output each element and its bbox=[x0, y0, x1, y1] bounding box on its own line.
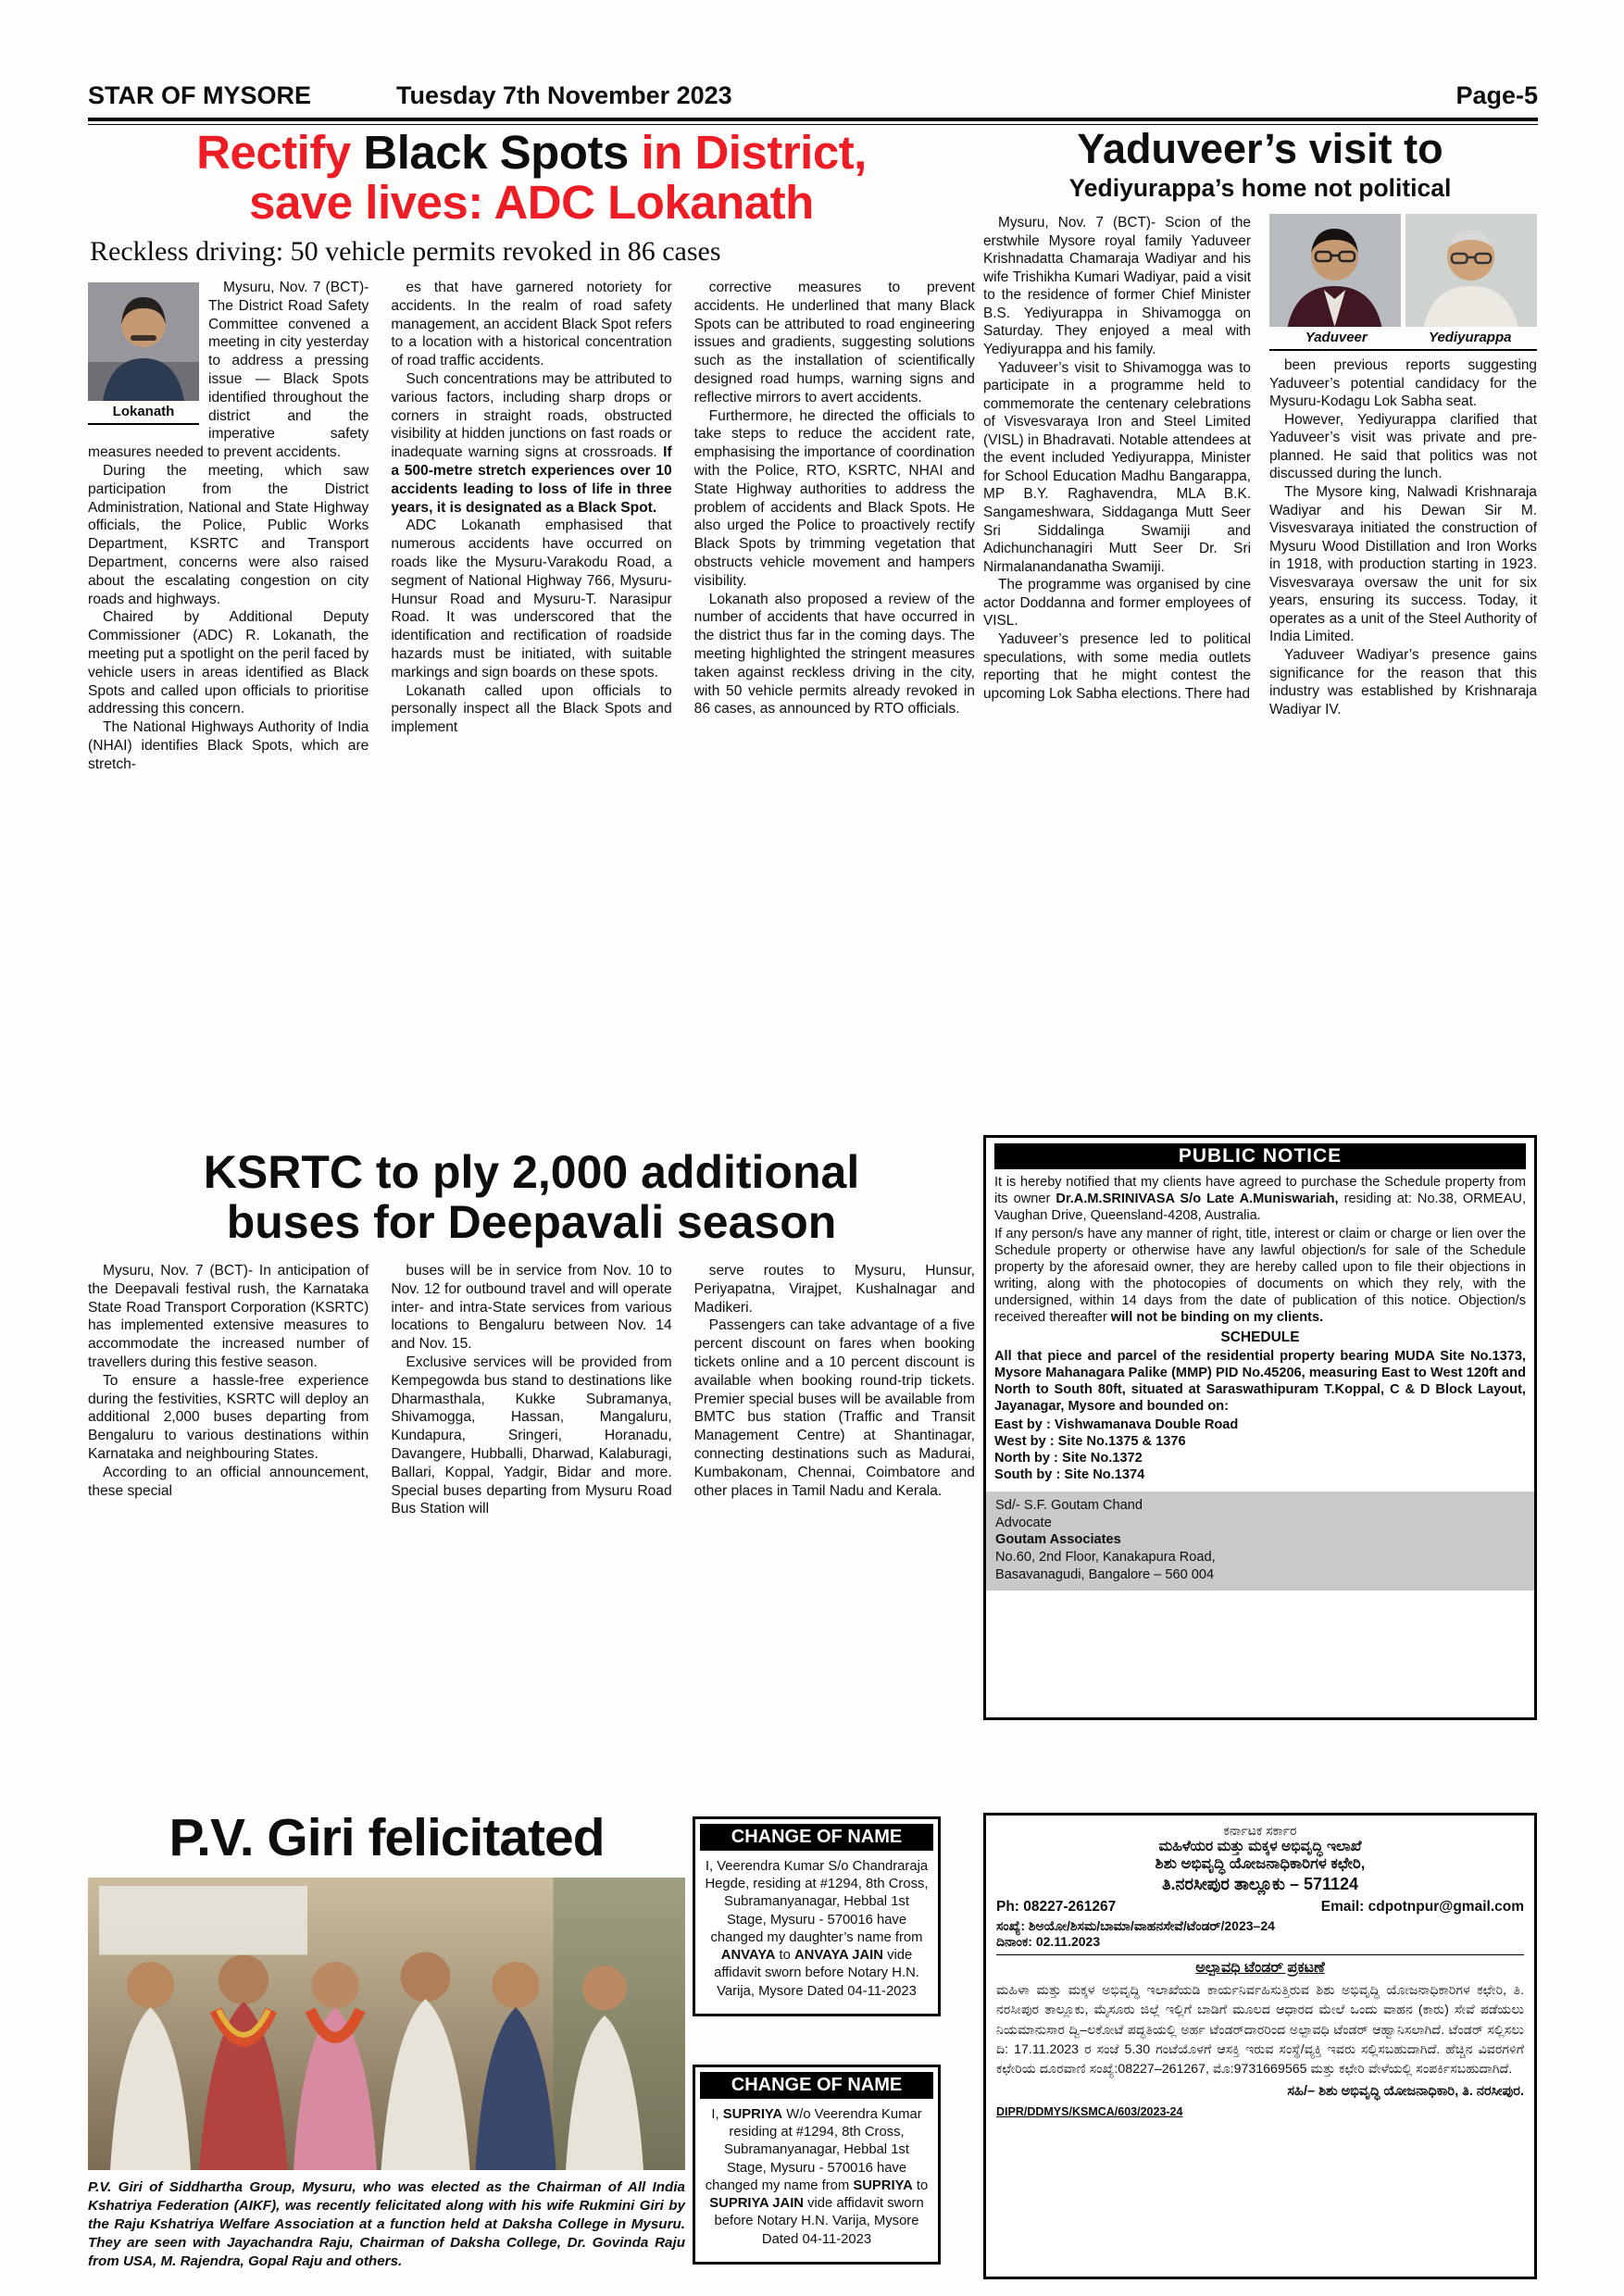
yaduveer-col-1 bbox=[983, 214, 1251, 718]
list-item: East by : Vishwamanava Double Road bbox=[994, 1417, 1239, 1433]
reference-number: ಸಂಖ್ಯೆ: ಶಿಅಯೋ/ಶಿಸಮ/ಬಾಮಾ/ವಾಹನಸೇವೆ/ಟೆಂಡರ್/2023–24 bbox=[996, 1918, 1275, 1933]
paragraph: Passengers can take advantage of a five percent discount on fares when booking tickets online and a 10 percent discount is available when booking round-trip tickets. Premier special buses will be available from BMTC bus station (Traffic and Transit Management Centre) at Shantinagar, connecting destinations such as Madurai, Kumbakonam, Chennai, Coimbatore and other places in Tamil Nadu and Kerala. bbox=[693, 1317, 975, 1499]
paragraph-bold-text: If a 500-metre stretch experiences over 10 accidents leading to loss of life in three years, it is designated as a Black Spot. bbox=[391, 444, 672, 516]
photo-caption: P.V. Giri of Siddhartha Group, Mysuru, who was elected as the Chairman of All India Kshatriya Federation (AIKF), was recently felicitated along with his wife Rukmini Giri by the Raju Kshatriya Welfare Association at a function held at Daksha College in Mysuru. They are seen with Jayachandra Raju, Chairman of Daksha College, Dr. Govinda Raju from USA, M. Rajendra, Gopal Raju and others. bbox=[88, 2179, 685, 2270]
paragraph bbox=[994, 1227, 1526, 1327]
paragraph: serve routes to Mysuru, Hunsur, Periyapatna, Virajpet, Kushalnagar and Madikeri. bbox=[693, 1263, 975, 1316]
portrait-photo-yaduveer bbox=[1269, 214, 1401, 327]
lead-headline bbox=[88, 128, 975, 227]
paragraph: According to an official announcement, these special bbox=[88, 1464, 369, 1499]
notice-text: vide affidavit sworn before Notary H.N. Varija, Mysore Dated 04-11-2023 bbox=[714, 2196, 924, 2247]
paragraph: To ensure a hassle-free experience during the festivities, KSRTC will deploy an additional 2,000 buses departing from Bengaluru to various destinations within Karnataka and neighbouring States. bbox=[88, 1372, 369, 1462]
owner-name: Dr.A.M.SRINIVASA S/o Late A.Muniswariah, bbox=[1056, 1191, 1339, 1206]
list-item: South by : Site No.1374 bbox=[994, 1467, 1145, 1482]
page-number: Page-5 bbox=[1455, 81, 1538, 109]
lead-article bbox=[88, 128, 975, 774]
notice-text: I, Veerendra Kumar S/o Chandraraja Hegde, residing at #1294, 8th Cross, Subramanyanagar, Hebbal 1st Stage, Mysuru - 570016 have changed my daughter’s name from bbox=[705, 1859, 929, 1945]
change-of-name-box-1 bbox=[693, 1816, 941, 2016]
headline-segment: Black Spots bbox=[350, 126, 642, 179]
headline-segment: in District, bbox=[641, 126, 867, 179]
notice-text: It is hereby notified that my clients have agreed to purchase the Schedule property from its owner bbox=[994, 1175, 1526, 1206]
paragraph: es that have garnered notoriety for accidents. In the realm of road safety management, an accident Black Spot refers to a location with a historical concentration of road traffic accidents. bbox=[391, 280, 672, 369]
change-of-name-body bbox=[700, 2099, 933, 2257]
notice-text: vide affidavit sworn before Notary H.N. Varija, Mysore Dated 04-11-2023 bbox=[714, 1948, 919, 1999]
schedule-heading: SCHEDULE bbox=[1220, 1329, 1300, 1346]
govt-contact-row bbox=[996, 1899, 1524, 1915]
masthead bbox=[88, 81, 1538, 110]
lead-subhead: Reckless driving: 50 vehicle permits revoked in 86 cases bbox=[90, 236, 721, 268]
headline-segment: Rectify bbox=[196, 126, 351, 179]
govt-line-4: ತಿ.ನರಸೀಪುರ ತಾಲ್ಲೂಕು – 571124 bbox=[1161, 1875, 1359, 1893]
photo-caption: Yaduveer bbox=[1305, 330, 1368, 345]
firm-address-2: Basavanagudi, Bangalore – 560 004 bbox=[995, 1566, 1215, 1582]
paragraph: Lokanath called upon officials to personally inspect all the Black Spots and implement bbox=[391, 682, 672, 736]
paragraph bbox=[391, 370, 671, 517]
yaduveer-article bbox=[983, 125, 1537, 718]
lead-col-2 bbox=[391, 279, 671, 774]
notice-date: ದಿನಾಂಕ: 02.11.2023 bbox=[996, 1934, 1101, 1949]
yaduveer-photo-captions bbox=[1269, 327, 1537, 351]
yaduveer-subhead: Yediyurappa’s home not political bbox=[1068, 174, 1452, 202]
paragraph: However, Yediyurappa clarified that Yaduveer’s visit was private and pre-planned. He said that politics was not discussed during the lunch. bbox=[1269, 411, 1537, 482]
new-name: ANVAYA JAIN bbox=[794, 1948, 883, 1964]
photo-caption: Lokanath bbox=[88, 401, 199, 425]
dipr-code: DIPR/DDMYS/KSMCA/603/2023-24 bbox=[996, 2105, 1183, 2119]
lead-columns bbox=[88, 279, 975, 774]
paragraph: Lokanath also proposed a review of the number of accidents that have occurred in the district thus far in the coming days. The meeting highlighted the stringent measures taken against reckless driving in the city, with 50 vehicle permits already revoked in 86 cases, as announced by RTO officials. bbox=[693, 591, 975, 718]
paragraph: corrective measures to prevent accidents. He underlined that many Black Spots can be attributed to road engineering issues and gradients, suggesting solutions such as the installation of scientifically designed road humps, warning signs and reflective mirrors to avert accidents. bbox=[693, 280, 975, 406]
paper-name: STAR OF MYSORE bbox=[88, 81, 312, 109]
public-notice-box bbox=[983, 1135, 1537, 1720]
firm-address-1: No.60, 2nd Floor, Kanakapura Road, bbox=[995, 1549, 1216, 1565]
email-address: Email: cdpotnpur@gmail.com bbox=[1320, 1899, 1524, 1915]
notice-text: to bbox=[775, 1948, 794, 1964]
change-of-name-box-2 bbox=[693, 2065, 941, 2265]
paragraph: The National Highways Authority of India (NHAI) identifies Black Spots, which are stretch- bbox=[88, 719, 369, 772]
lead-col-3 bbox=[694, 279, 975, 774]
boundary-list bbox=[994, 1417, 1526, 1484]
portrait-photo-yediyurappa bbox=[1405, 214, 1537, 327]
yaduveer-photos bbox=[1269, 214, 1537, 327]
paragraph: ADC Lokanath emphasised that numerous accidents have occurred on roads like the Mysuru-Varakodu Road, a segment of National Highway 766, Mysuru-Hunsur Road and Mysuru-T. Narasipur Road. It was underscored that the identification and rectification of roadside hazards must be initiated, with suitable markings and sign boards on these spots. bbox=[391, 518, 672, 680]
photo-caption: Yediyurappa bbox=[1429, 330, 1512, 345]
notice-text: I, bbox=[711, 2107, 723, 2122]
ksrtc-headline bbox=[88, 1148, 975, 1247]
headline-line2: save lives: ADC Lokanath bbox=[249, 175, 814, 229]
change-of-name-title: CHANGE OF NAME bbox=[700, 2072, 933, 2099]
change-of-name-body bbox=[700, 1851, 933, 2009]
old-name: ANVAYA bbox=[720, 1948, 776, 1964]
notice-text: to bbox=[912, 2177, 929, 2193]
tender-signature: ಸಹಿ/– ಶಿಶು ಅಭಿವೃದ್ಧಿ ಯೋಜನಾಧಿಕಾರಿ, ತಿ. ನರಸೀಪುರ. bbox=[1287, 2084, 1524, 2100]
masthead-rule-thick bbox=[88, 118, 1538, 121]
pvgiri-headline: P.V. Giri felicitated bbox=[169, 1808, 605, 1867]
yaduveer-col-2 bbox=[1269, 214, 1537, 718]
paragraph: been previous reports suggesting Yaduveer’s potential candidacy for the Mysuru-Kodagu Lok Sabha seat. bbox=[1269, 357, 1537, 410]
paragraph: Furthermore, he directed the officials to take steps to reduce the accident rate, emphasising the importance of coordination with the Police, RTO, KSRTC, NHAI and State Highway authorities to address the problem of accidents and Black Spots. He also urged the Police to proactively rectify Black Spots by trimming vegetation that obstructs vehicle movement and hampers visibility. bbox=[693, 407, 975, 589]
declarant-name: SUPRIYA bbox=[722, 2107, 783, 2122]
govt-line-1: ಕರ್ನಾಟಕ ಸರ್ಕಾರ bbox=[1223, 1823, 1297, 1838]
govt-line-2: ಮಹಿಳೆಯರ ಮತ್ತು ಮಕ್ಕಳ ಅಭಿವೃದ್ಧಿ ಇಲಾಖೆ bbox=[1158, 1839, 1362, 1854]
public-notice-title: PUBLIC NOTICE bbox=[994, 1143, 1526, 1169]
paragraph: Mysuru, Nov. 7 (BCT)- In anticipation of the Deepavali festival rush, the Karnataka State Road Transport Corporation (KSRTC) has implemented extensive measures to accommodate the increased number of travellers during this festive season. bbox=[88, 1263, 369, 1370]
pvgiri-article bbox=[88, 1807, 685, 2271]
list-item: West by : Site No.1375 & 1376 bbox=[994, 1434, 1186, 1450]
schedule-body: All that piece and parcel of the residential property bearing MUDA Site No.1373, Mysore Mahanagara Palike (MMP) PID No.45206, measuring East to West 120ft and North to South 80ft, situated at Saraswathipuram T.Koppal, C & D Block Layout, Jayanagar, Mysore and bounded on: bbox=[994, 1349, 1526, 1415]
ksrtc-col-1 bbox=[88, 1262, 369, 1518]
paragraph bbox=[994, 1175, 1526, 1225]
paragraph: Yaduveer’s visit to Shivamogga was to participate in a programme held to commemorate the centenary celebrations of Visvesvaraya Iron and Steel Limited (VISL) in Bhadravati. Notable attendees at the event included Yediyurappa, Minister for School Education Madhu Bangarappa, MP B.Y. Raghavendra, MLA B.K. Sangameshwara, Siddaganga Mutt Seer Sri Siddalinga Swamiji and Adichunchanagiri Mutt Seer Dr. Sri Nirmalanandanatha Swamiji. bbox=[983, 359, 1251, 575]
ksrtc-col-2 bbox=[391, 1262, 671, 1518]
notice-text: residing at: No.38, ORMEAU, Vaughan Drive, Queensland-4208, Australia. bbox=[994, 1191, 1526, 1223]
notice-text: W/o Veerendra Kumar residing at #1294, 8th Cross, Subramanyanagar, Hebbal 1st Stage, Mysuru - 570016 have changed my name from bbox=[705, 2107, 922, 2193]
paragraph: Chaired by Additional Deputy Commissioner (ADC) R. Lokanath, the meeting put a spotlight on the peril faced by vehicle users in areas identified as Black Spots and called upon officials to prioritise addressing this concern. bbox=[88, 609, 369, 718]
portrait-photo-lokanath bbox=[88, 282, 199, 401]
lokanath-photo bbox=[88, 282, 199, 425]
notice-signature-block bbox=[986, 1491, 1534, 1591]
notice-bold-text: will not be binding on my clients. bbox=[1110, 1309, 1324, 1325]
ksrtc-article bbox=[88, 1148, 975, 1518]
headline-line1: KSRTC to ply 2,000 additional bbox=[203, 1146, 860, 1198]
paragraph: Yaduveer’s presence led to political speculations, with some media outlets reporting that he might contest the upcoming Lok Sabha elections. There had bbox=[983, 630, 1251, 702]
signed-by: Sd/- S.F. Goutam Chand bbox=[995, 1497, 1143, 1513]
issue-date: Tuesday 7th November 2023 bbox=[396, 81, 732, 109]
paragraph: The Mysore king, Nalwadi Krishnaraja Wadiyar and his Dewan Sir M. Visvesvaraya initiated the construction of Mysuru Wood Distillation and Iron Works in 1918, with production starting in 1923. Visvesvaraya oversaw the unit for six years, ensuring its success. Today, it operates as a unit of the Steel Authority of India Limited. bbox=[1269, 483, 1537, 645]
new-name: SUPRIYA JAIN bbox=[709, 2196, 804, 2212]
paragraph: Mysuru, Nov. 7 (BCT)- Scion of the erstwhile Mysore royal family Yaduveer Krishnadatta Chamaraja Wadiyar and his wife Trishikha Kumari Wadiyar, paid a visit to the residence of former Chief Minister B.S. Yediyurappa in Shivamogga on Saturday. They enjoyed a meal with Yediyurappa and his family. bbox=[983, 215, 1251, 357]
paragraph: The programme was organised by cine actor Doddanna and former employees of VISL. bbox=[983, 577, 1251, 630]
paragraph: Yaduveer Wadiyar’s presence gains significance for the reason that this industry was established by Krishnaraja Wadiyar IV. bbox=[1269, 647, 1537, 718]
headline-line2: buses for Deepavali season bbox=[226, 1195, 837, 1248]
govt-tender-notice-box bbox=[983, 1813, 1537, 2279]
change-of-name-title: CHANGE OF NAME bbox=[700, 1824, 933, 1851]
yaduveer-columns bbox=[983, 214, 1537, 718]
ksrtc-columns bbox=[88, 1262, 975, 1518]
tender-body: ಮಹಿಳಾ ಮತ್ತು ಮಕ್ಕಳ ಅಭಿವೃದ್ಧಿ ಇಲಾಖೆಯಡಿ ಕಾರ್ಯನಿರ್ವಹಿಸುತ್ತಿರುವ ಶಿಶು ಅಭಿವೃದ್ಧಿ ಯೋಜನಾಧಿಕಾರಿಗಳ ಕಛೇರಿ, ತಿ. ನರಸೀಪುರ ತಾಲ್ಲೂಕು, ಮೈಸೂರು ಜಿಲ್ಲೆ ಇಲ್ಲಿಗೆ ಬಾಡಿಗೆ ಮೂಲದ ಆಧಾರದ ಮೇಲೆ ಒಂದು ವಾಹನ (ಕಾರು) ಸೇವೆ ಪಡೆಯಲು ನಿಯಮಾನುಸಾರ ದ್ವಿ–ಲಕೋಟೆ ಪದ್ಧತಿಯಲ್ಲಿ ಅರ್ಹ ಟೆಂಡರ್‌ದಾರರಿಂದ ಅಲ್ಪಾವಧಿ ಟೆಂಡರ್ ಆಹ್ವಾನಿಸಲಾಗಿದೆ. ಟೆಂಡರ್ ಸಲ್ಲಿಸಲು ದಿ: 17.11.2023 ರ ಸಂಜೆ 5.30 ಗಂಟೆಯೊಳಗೆ ಆಸಕ್ತಿ ಇರುವ ಸಂಸ್ಥೆ/ವ್ಯಕ್ತಿ ಇವರು ಸಲ್ಲಿಸಬಹುದಾಗಿದೆ. ಹೆಚ್ಚಿನ ವಿವರಗಳಿಗೆ ಕಛೇರಿಯ ದೂರವಾಣಿ ಸಂಖ್ಯೆ:08227–261267, ಮೊ:9731669565 ಮತ್ತು ಕಛೇರಿ ವೇಳೆಯಲ್ಲಿ ಸಂಪರ್ಕಿಸಬಹುದಾಗಿದೆ. bbox=[996, 1983, 1524, 2078]
govt-line-3: ಶಿಶು ಅಭಿವೃದ್ಧಿ ಯೋಜನಾಧಿಕಾರಿಗಳ ಕಛೇರಿ, bbox=[1155, 1855, 1366, 1872]
lead-col-1 bbox=[88, 279, 369, 774]
signer-role: Advocate bbox=[995, 1515, 1052, 1530]
paragraph: buses will be in service from Nov. 10 to Nov. 12 for outbound travel and will operate inter- and intra-State services from various locations to Bengaluru between Nov. 14 and Nov. 15. bbox=[391, 1263, 672, 1353]
paragraph-text: Such concentrations may be attributed to various factors, including sharp drops or corners in straight roads, obstructed visibility at hidden junctions on fast roads or inadequate warning signs at crossroads. bbox=[391, 371, 672, 461]
yaduveer-headline: Yaduveer’s visit to bbox=[1077, 125, 1443, 172]
tender-title: ಅಲ್ಪಾವಧಿ ಟೆಂಡರ್ ಪ್ರಕಟಣೆ bbox=[996, 1954, 1524, 1977]
notice-text: If any person/s have any manner of right, title, interest or claim or charge or lien over the Schedule property or otherwise have any lawful objection/s for sale of the Schedule property by the aforesaid owner, they are hereby called upon to file their objections in writing, along with the photocopies of documents on which they rely, with the undersigned, within 14 days from the date of publication of this notice. Objection/s received thereafter bbox=[994, 1226, 1526, 1325]
paragraph: Mysuru, Nov. 7 (BCT)- The District Road Safety Committee convened a meeting in city yesterday to address a pressing issue — Black Spots identified throughout the district and the imperative safety measures needed to prevent accidents. bbox=[88, 280, 369, 461]
phone-number: Ph: 08227-261267 bbox=[996, 1899, 1117, 1915]
group-photo bbox=[88, 1878, 685, 2170]
paragraph: During the meeting, which saw participation from the District Administration, National and State Highway officials, the Police, Public Works Department, KSRTC and Transport Department, concerns were also raised about the escalating congestion on city roads and highways. bbox=[88, 463, 369, 607]
ksrtc-col-3 bbox=[694, 1262, 975, 1518]
paragraph: Exclusive services will be provided from Kempegowda bus stand to destinations like Dharmasthala, Kukke Subramanya, Shivamogga, Hassan, Mangaluru, Kundapura, Sringeri, Horanadu, Davangere, Hubballi, Dharwad, Kalaburagi, Ballari, Koppal, Yadgir, Bidar and more. Special buses departing from Mysuru Road Bus Station will bbox=[391, 1354, 672, 1517]
old-name: SUPRIYA bbox=[853, 2177, 913, 2193]
firm-name: Goutam Associates bbox=[995, 1532, 1121, 1548]
list-item: North by : Site No.1372 bbox=[994, 1451, 1143, 1466]
